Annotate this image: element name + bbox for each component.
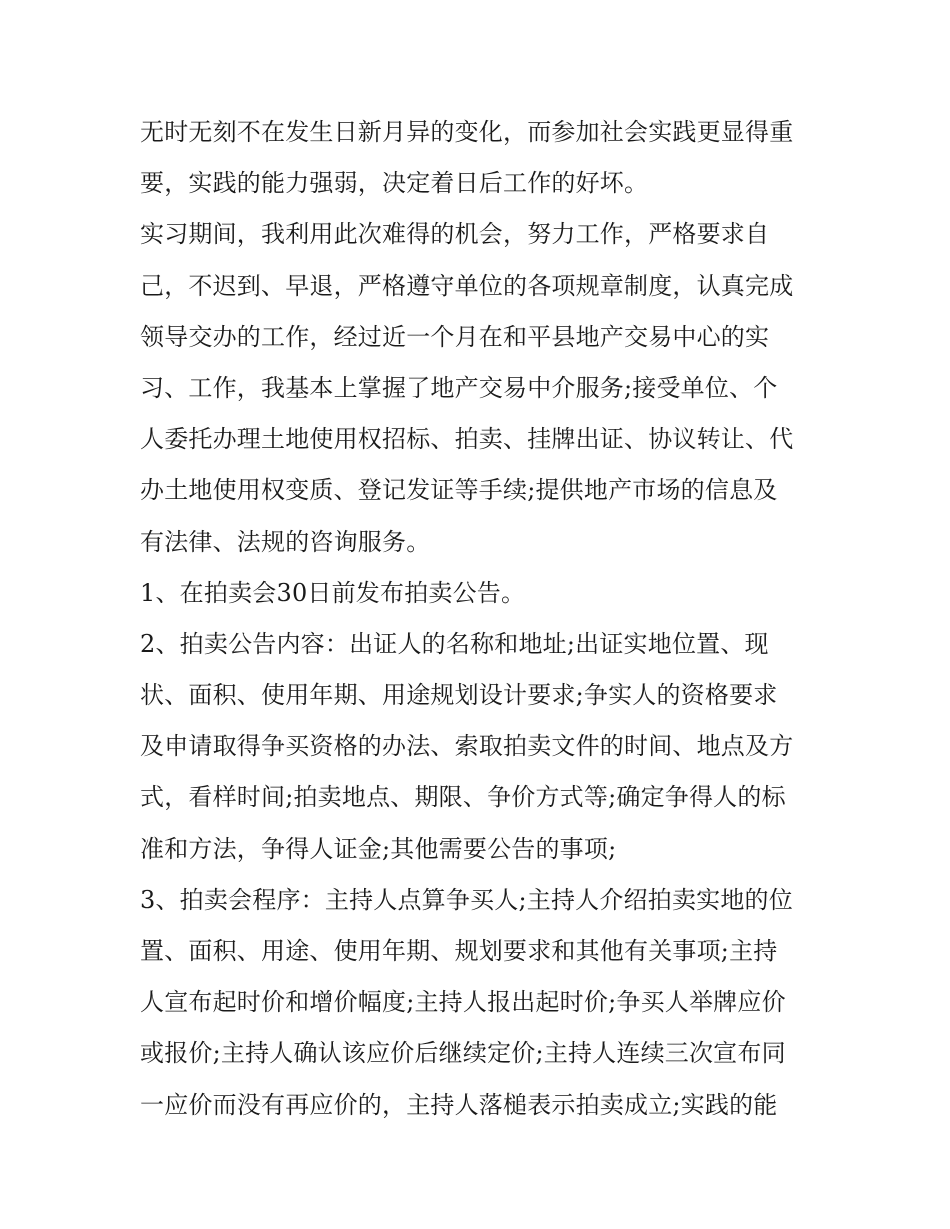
text-line: 状、面积、使用年期、用途规划设计要求;争实人的资格要求: [140, 681, 778, 710]
text-line: 实习期间，我利用此次难得的机会，努力工作，严格要求自: [140, 220, 770, 249]
text-line: 式，看样时间;拍卖地点、期限、争价方式等;确定争得人的标: [140, 783, 786, 812]
text-line: 或报价;主持人确认该应价后继续定价;主持人连续三次宣布同: [140, 1039, 786, 1068]
text-line: 1、在拍卖会30日前发布拍卖公告。: [140, 578, 526, 607]
text-line: 3、拍卖会程序：主持人点算争买人;主持人介绍拍卖实地的位: [140, 885, 793, 914]
text-line: 准和方法，争得人证金;其他需要公告的事项;: [140, 834, 617, 863]
text-line: 办土地使用权变质、登记发证等手续;提供地产市场的信息及: [140, 476, 778, 505]
text-line: 2、拍卖公告内容：出证人的名称和地址;出证实地位置、现: [140, 629, 769, 658]
text-line: 人委托办理土地使用权招标、拍卖、挂牌出证、协议转让、代: [140, 425, 794, 454]
text-line: 一应价而没有再应价的，主持人落槌表示拍卖成立;实践的能: [140, 1090, 778, 1119]
text-line: 人宣布起时价和增价幅度;主持人报出起时价;争买人举牌应价: [140, 988, 786, 1017]
text-line: 有法律、法规的咨询服务。: [140, 527, 431, 556]
text-line: 要，实践的能力强弱，决定着日后工作的好坏。: [140, 169, 649, 198]
body-text: [140, 107, 830, 1131]
text-line: 及申请取得争买资格的办法、索取拍卖文件的时间、地点及方: [140, 732, 794, 761]
text-line: 无时无刻不在发生日新月异的变化，而参加社会实践更显得重: [140, 118, 794, 146]
text-line: 置、面积、用途、使用年期、规划要求和其他有关事项;主持: [140, 937, 778, 965]
text-line: 习、工作，我基本上掌握了地产交易中介服务;接受单位、个: [140, 373, 778, 402]
text-line: 领导交办的工作，经过近一个月在和平县地产交易中心的实: [140, 322, 770, 351]
text-line: 己，不迟到、早退，严格遵守单位的各项规章制度，认真完成: [140, 271, 794, 300]
